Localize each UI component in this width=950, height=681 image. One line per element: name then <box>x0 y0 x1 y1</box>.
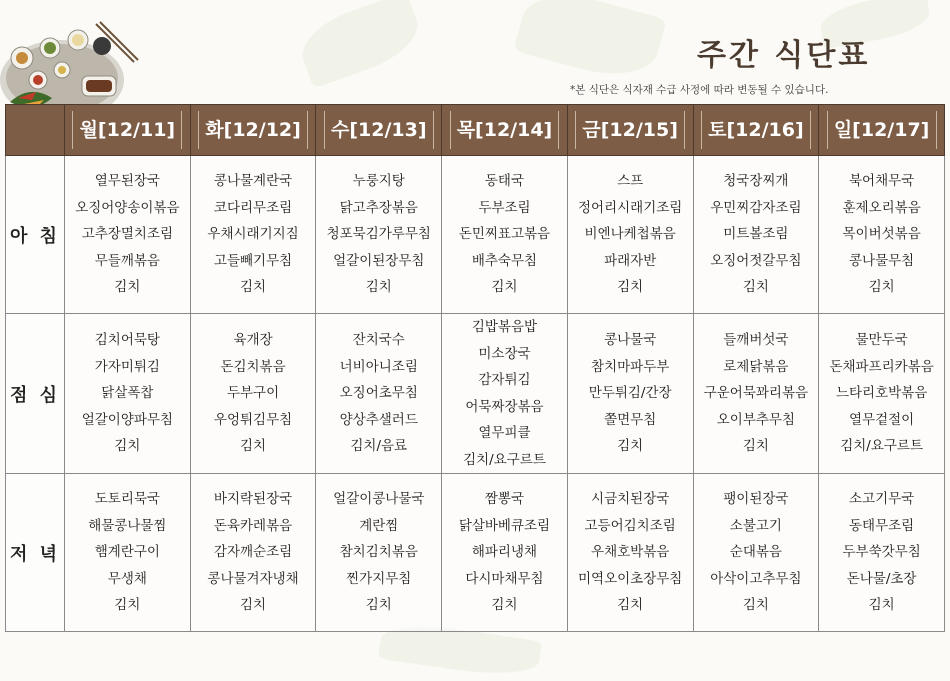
weekly-menu-table <box>5 104 945 632</box>
menu-cell-breakfast-sun <box>819 156 945 314</box>
dish-item: 훈제오리볶음 <box>842 199 921 216</box>
dish-item: 소불고기 <box>729 517 782 534</box>
dish-item: 김치 <box>114 438 141 455</box>
dish-item: 정어리시래기조림 <box>578 199 683 216</box>
dish-item: 닭살폭찹 <box>101 385 154 402</box>
dish-item: 오이부추무침 <box>716 411 795 428</box>
dish-list <box>568 486 693 619</box>
meal-label-dinner: 저 녁 <box>6 474 65 632</box>
dish-item: 김치 <box>491 597 518 614</box>
menu-cell-dinner-thu <box>442 474 568 632</box>
dish-item: 얼갈이콩나물국 <box>333 491 425 508</box>
dish-item: 돈김치볶음 <box>220 358 286 375</box>
dish-item: 두부조림 <box>478 199 531 216</box>
menu-cell-lunch-wed <box>316 314 442 474</box>
day-header-fri: 금[12/15] <box>567 105 693 156</box>
dish-item: 김치 <box>114 597 141 614</box>
dish-item: 감자깨순조림 <box>213 544 293 561</box>
dish-list <box>191 327 316 460</box>
menu-cell-dinner-tue <box>190 474 316 632</box>
dish-list <box>442 168 567 301</box>
dish-item: 돈나물/초장 <box>846 570 917 587</box>
dish-item: 육개장 <box>233 332 273 349</box>
dish-item: 김치 <box>868 597 895 614</box>
dish-item: 무들깨볶음 <box>94 252 160 269</box>
dish-item: 김치 <box>365 279 392 296</box>
dish-list <box>316 327 441 460</box>
dish-list <box>694 486 819 619</box>
menu-cell-dinner-sat <box>693 474 819 632</box>
dish-item: 김치 <box>240 438 267 455</box>
dish-list <box>694 168 819 301</box>
dish-item: 김치 <box>114 279 141 296</box>
dish-item: 우민찌감자조림 <box>710 199 802 216</box>
meal-row-breakfast <box>6 156 945 314</box>
dish-item: 쫄면무침 <box>604 411 657 428</box>
dish-item: 동태국 <box>484 173 525 190</box>
dish-item: 들깨버섯국 <box>723 332 789 349</box>
dish-item: 미소장국 <box>478 345 531 362</box>
meal-label-breakfast: 아 침 <box>6 156 65 314</box>
dish-item: 김치 <box>868 279 895 296</box>
day-header-tue: 화[12/12] <box>190 105 316 156</box>
dish-item: 만두튀김/간장 <box>588 385 672 402</box>
menu-cell-dinner-sun <box>819 474 945 632</box>
dish-item: 고등어김치조림 <box>584 517 676 534</box>
dish-item: 미역오이초장무침 <box>578 570 683 587</box>
dish-item: 다시마채무침 <box>465 570 544 587</box>
dish-item: 해물콩나물찜 <box>88 517 167 534</box>
dish-list <box>316 486 441 619</box>
meal-row-lunch <box>6 314 945 474</box>
dish-list <box>568 327 693 460</box>
dish-item: 청포묵김가루무침 <box>326 226 431 243</box>
dish-list <box>191 486 316 619</box>
dish-item: 오징어젓갈무침 <box>710 252 802 269</box>
dish-item: 열무된장국 <box>94 173 160 190</box>
day-header-sat: 토[12/16] <box>693 105 819 156</box>
dish-item: 양상추샐러드 <box>339 411 418 428</box>
dish-item: 김치/요구르트 <box>840 438 923 455</box>
day-header-wed: 수[12/13] <box>316 105 442 156</box>
day-header-thu: 목[12/14] <box>442 105 568 156</box>
dish-item: 목이버섯볶음 <box>842 226 921 243</box>
dish-item: 김치 <box>742 279 769 296</box>
dish-item: 돈육카레볶음 <box>213 517 293 534</box>
dish-item: 두부쑥갓무침 <box>842 544 921 561</box>
dish-item: 코다리무조림 <box>213 199 293 216</box>
dish-item: 어묵짜장볶음 <box>465 398 544 415</box>
dish-item: 우엉튀김무침 <box>213 411 293 428</box>
day-header-row <box>6 105 945 156</box>
dish-item: 콩나물겨자냉채 <box>207 570 299 587</box>
dish-item: 콩나물국 <box>604 332 657 349</box>
dish-item: 우채시래기지짐 <box>207 226 299 243</box>
header-corner-cell <box>6 105 65 156</box>
menu-cell-breakfast-fri <box>567 156 693 314</box>
menu-cell-dinner-wed <box>316 474 442 632</box>
dish-list <box>819 486 944 619</box>
dish-item: 미트볼조림 <box>723 226 789 243</box>
dish-item: 김치 <box>491 279 518 296</box>
menu-cell-lunch-mon <box>65 314 191 474</box>
dish-item: 김치/요구르트 <box>463 451 546 468</box>
dish-item: 김치 <box>365 597 392 614</box>
day-header-sun: 일[12/17] <box>819 105 945 156</box>
dish-item: 가자미튀김 <box>94 358 160 375</box>
dish-list <box>65 327 190 460</box>
dish-item: 김치 <box>742 438 769 455</box>
dish-item: 잔치국수 <box>352 332 405 349</box>
dish-item: 너비아니조림 <box>339 358 418 375</box>
dish-item: 소고기무국 <box>849 491 915 508</box>
dish-list <box>316 168 441 301</box>
menu-cell-breakfast-thu <box>442 156 568 314</box>
dish-item: 고들빼기무침 <box>213 252 293 269</box>
dish-item: 동태무조림 <box>849 517 915 534</box>
menu-cell-lunch-fri <box>567 314 693 474</box>
dish-item: 짬뽕국 <box>484 491 525 508</box>
meal-row-dinner <box>6 474 945 632</box>
dish-item: 얼갈이된장무침 <box>333 252 425 269</box>
dish-item: 로제닭볶음 <box>723 358 789 375</box>
dish-item: 해파리냉채 <box>471 544 538 561</box>
dish-item: 청국장찌개 <box>723 173 789 190</box>
dish-item: 바지락된장국 <box>213 491 293 508</box>
dish-item: 오징어양송이볶음 <box>75 199 180 216</box>
dish-item: 참치김치볶음 <box>339 544 418 561</box>
dish-list <box>442 486 567 619</box>
menu-cell-breakfast-wed <box>316 156 442 314</box>
dish-item: 구운어묵꽈리볶음 <box>703 385 809 402</box>
korean-meal-dish-illustration <box>0 18 150 118</box>
dish-item: 누룽지탕 <box>352 173 405 190</box>
dish-item: 순대볶음 <box>729 544 782 561</box>
dish-list <box>191 168 316 301</box>
dish-item: 열무피클 <box>478 425 531 441</box>
menu-cell-dinner-fri <box>567 474 693 632</box>
dish-item: 느타리호박볶음 <box>835 385 928 402</box>
dish-item: 찐가지무침 <box>346 570 412 587</box>
dish-item: 햄계란구이 <box>94 544 160 561</box>
dish-item: 무생채 <box>107 570 147 587</box>
dish-list <box>65 168 190 301</box>
dish-item: 닭살바베큐조림 <box>458 517 551 534</box>
menu-cell-breakfast-sat <box>693 156 819 314</box>
dish-item: 김치 <box>240 279 267 296</box>
dish-item: 두부구이 <box>226 385 280 402</box>
dish-item: 김치 <box>617 279 644 296</box>
dish-item: 시금치된장국 <box>591 491 670 508</box>
dish-item: 김치 <box>617 597 644 614</box>
menu-cell-lunch-sat <box>693 314 819 474</box>
dish-item: 열무겉절이 <box>849 411 915 428</box>
dish-item: 감자튀김 <box>478 372 531 388</box>
dish-item: 비엔나케첩볶음 <box>584 226 676 243</box>
dish-item: 우채호박볶음 <box>591 544 670 561</box>
dish-list <box>568 168 693 301</box>
menu-cell-lunch-thu <box>442 314 568 474</box>
dish-item: 배추숙무침 <box>471 252 538 269</box>
dish-item: 김치 <box>240 597 267 614</box>
background-leaf-decoration <box>513 0 666 87</box>
dish-item: 고추장멸치조림 <box>81 226 173 243</box>
dish-item: 오징어초무침 <box>339 385 418 402</box>
meal-label-lunch: 점 심 <box>6 314 65 474</box>
dish-item: 아삭이고추무침 <box>710 570 802 587</box>
menu-cell-lunch-tue <box>190 314 316 474</box>
dish-list <box>819 168 944 301</box>
dish-item: 콩나물계란국 <box>213 173 293 190</box>
dish-item: 닭고추장볶음 <box>339 199 418 216</box>
dish-list <box>694 327 819 460</box>
dish-list <box>442 314 567 473</box>
background-leaf-decoration <box>293 0 426 89</box>
dish-item: 김치 <box>617 438 644 455</box>
dish-item: 얼갈이양파무침 <box>81 411 173 428</box>
dish-list <box>819 327 944 460</box>
menu-cell-breakfast-tue <box>190 156 316 314</box>
dish-item: 스프 <box>617 173 644 190</box>
dish-item: 김치 <box>742 597 769 614</box>
dish-item: 도토리묵국 <box>94 491 160 508</box>
dish-list <box>65 486 190 619</box>
dish-item: 콩나물무침 <box>849 252 915 269</box>
dish-item: 김치/음료 <box>350 438 408 455</box>
dish-item: 돈채파프리카볶음 <box>829 358 934 375</box>
page-title: 주간 식단표 <box>697 38 871 73</box>
dish-item: 북어채무국 <box>849 173 915 190</box>
dish-item: 김밥볶음밥 <box>471 319 538 335</box>
dish-item: 물만두국 <box>855 332 908 349</box>
dish-item: 김치어묵탕 <box>94 332 160 349</box>
dish-item: 팽이된장국 <box>723 491 789 508</box>
menu-cell-breakfast-mon <box>65 156 191 314</box>
dish-item: 파래자반 <box>604 252 657 269</box>
menu-cell-dinner-mon <box>65 474 191 632</box>
menu-cell-lunch-sun <box>819 314 945 474</box>
menu-change-notice: *본 식단은 식자재 수급 사정에 따라 변동될 수 있습니다. <box>570 84 829 96</box>
dish-item: 돈민찌표고볶음 <box>458 226 551 243</box>
dish-item: 계란찜 <box>359 517 399 534</box>
dish-item: 참치마파두부 <box>591 358 670 375</box>
day-header-mon: 월[12/11] <box>65 105 191 156</box>
